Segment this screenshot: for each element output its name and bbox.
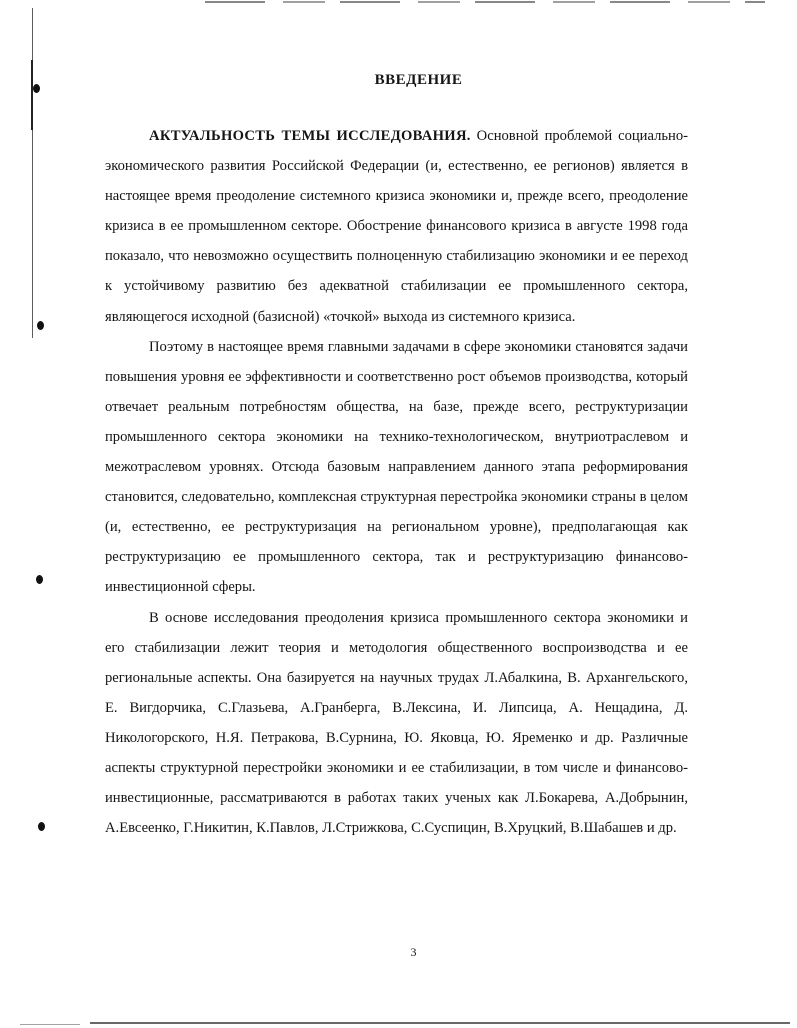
punch-hole-mark (36, 575, 43, 584)
page-number: 3 (410, 945, 417, 959)
page-title: ВВЕДЕНИЕ (374, 72, 463, 88)
paragraph-research-basis: В основе исследования преодоления кризиса промышленного сектора экономики и его стабилизации лежит теория и методология общественного воспроизводства и ее региональные аспекты. Она базируется на научных трудах Л.Абалкина, В. Архангельского, Е. Вигдорчика, С.Глазьева, А.Гранберга, В.Лексина, И. Липсица, А. Нещадина, Д. Никологорского, Н.Я. Петракова, В.Сурнина, Ю. Яковца, Ю. Яременко и др. Различные аспекты структурной перестройки экономики и ее стабилизации, в том числе и финансово-инвестиционные, рассматриваются в работах таких ученых как Л.Бокарева, А.Добрынин, А.Евсеенко, Г.Никитин, К.Павлов, Л.Стрижкова, С.Суспицин, В.Хруцкий, В.Шабашев и др. (105, 609, 688, 837)
scan-artifact-margin-line-bold (31, 60, 33, 130)
paragraph-tasks: Поэтому в настоящее время главными задачами в сфере экономики становятся задачи повышения уровня ее эффективности и соответственно рост объемов производства, который отвечает реальным потребностям общества, на базе, прежде всего, реструктуризации промышленного сектора экономики на технико-технологическом, внутриотраслевом и межотраслевом уровнях. Отсюда базовым направлением данного этапа реформирования становится, следовательно, комплексная структурная перестройка экономики страны в целом (и, естественно, ее реструктуризация на региональном уровне), предполагающая как реструктуризацию ее промышленного сектора, так и реструктуризацию финансово-инвестиционной сферы. (105, 338, 688, 596)
scan-artifact-bottom (90, 1022, 790, 1024)
paragraph-text: Основной проблемой социально-экономического развития Российской Федерации (и, естественно, ее регионов) является в настоящее время преодоление системного кризиса экономики и, прежде всего, преодоление кризиса в ее промышленном секторе. Обострение финансового кризиса в августе 1998 года показало, что невозможно осуществить полноценную стабилизацию экономики и ее переход к устойчивому развитию без адекватной стабилизации ее промышленного сектора, являющегося исходной (базисной) «точкой» выхода из системного кризиса. (105, 128, 688, 325)
paragraph-relevance (105, 121, 688, 332)
document-body (105, 121, 688, 843)
punch-hole-mark (37, 321, 44, 330)
relevance-heading: АКТУАЛЬНОСТЬ ТЕМЫ ИССЛЕДОВАНИЯ. (149, 128, 471, 144)
scan-artifact-top (205, 1, 765, 3)
punch-hole-mark (38, 822, 45, 831)
scan-artifact-margin-line (32, 8, 33, 338)
scan-artifact-bottom-short (20, 1024, 80, 1025)
